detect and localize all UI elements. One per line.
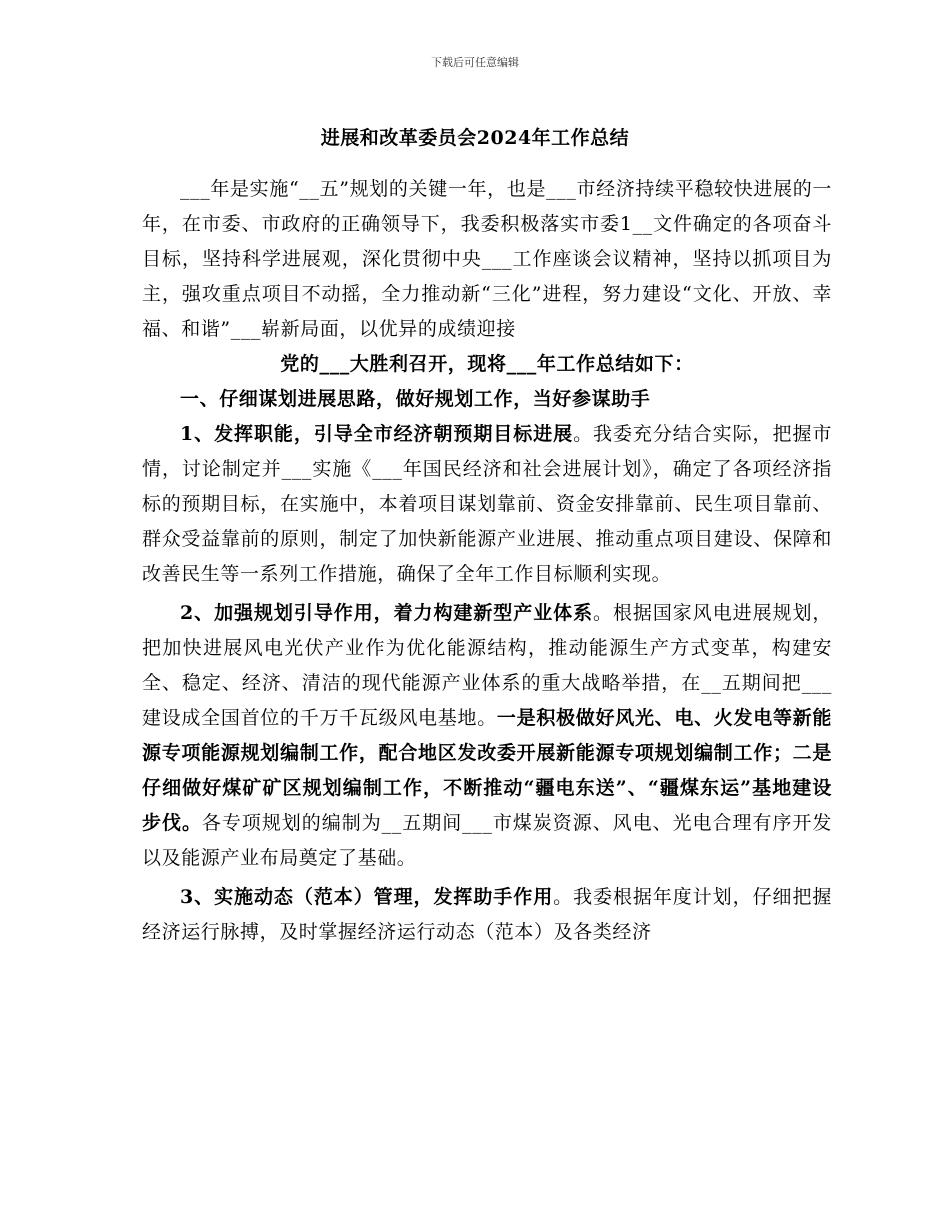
item1-body: 。我委充分结合实际，把握市情，讨论制定并___实施《___年国民经济和社会进展计划》，确定了各项经济指标的预期目标，在实施中，本着项目谋划靠前、资金安排靠前、民生项目靠前、群众受益靠前的原则，制定了加快新能源产业进展、推动重点项目建设、保障和改善民生等一系列工作措施，确保了全年工作目标顺利实现。 xyxy=(142,423,832,585)
intro-continued-line: 党的___大胜利召开，现将___年工作总结如下： xyxy=(280,353,694,375)
item2-body: 。根据国家风电进展规划，把加快进展风电光伏产业作为优化能源结构，推动能源生产方式变革，构建安全、稳定、经济、清洁的现代能源产业体系的重大战略举措，在__五期间把___建设成全国首位的千万千瓦级风电基地。 xyxy=(142,602,833,729)
item3-body: 。我委根据年度计划，仔细把握经济运行脉搏，及时掌握经济运行动态（范本）及各类经济 xyxy=(142,886,832,943)
item2-tail: 各专项规划的编制为__五期间___市煤炭资源、风电、光电合理有序开发以及能源产业布局奠定了基础。 xyxy=(142,812,832,869)
document-title: 进展和改革委员会2024年工作总结 xyxy=(320,127,630,149)
item2-bold-text: 一是积极做好风光、电、火发电等新能源专项能源规划编制工作，配合地区发改委开展新能源专项规划编制工作；二是仔细做好煤矿矿区规划编制工作，不断推动“疆电东送”、“疆煤东运”基地建设步伐。 xyxy=(142,707,832,834)
page-header: 下载后可任意编辑 xyxy=(431,56,519,69)
item3-lead: 3、实施动态（范本）管理，发挥助手作用 xyxy=(180,886,554,908)
item2-lead: 2、加强规划引导作用，着力构建新型产业体系 xyxy=(180,602,594,624)
document-body xyxy=(142,172,832,950)
section1-heading: 一、仔细谋划进展思路，做好规划工作，当好参谋助手 xyxy=(180,388,651,410)
intro-paragraph: ___年是实施“__五”规划的关键一年，也是___市经济持续平稳较快进展的一年，在市委、市政府的正确领导下，我委积极落实市委1__文件确定的各项奋斗目标，坚持科学进展观，深化贯彻中央___工作座谈会议精神，坚持以抓项目为主，强攻重点项目不动摇，全力推动新“三化”进程，努力建设“文化、开放、幸福、和谐”___崭新局面，以优异的成绩迎接 xyxy=(142,178,832,340)
item1-paragraph xyxy=(142,417,832,592)
item1-lead: 1、发挥职能，引导全市经济朝预期目标进展 xyxy=(180,423,574,445)
item2-paragraph xyxy=(142,596,832,876)
item3-paragraph xyxy=(142,880,832,950)
